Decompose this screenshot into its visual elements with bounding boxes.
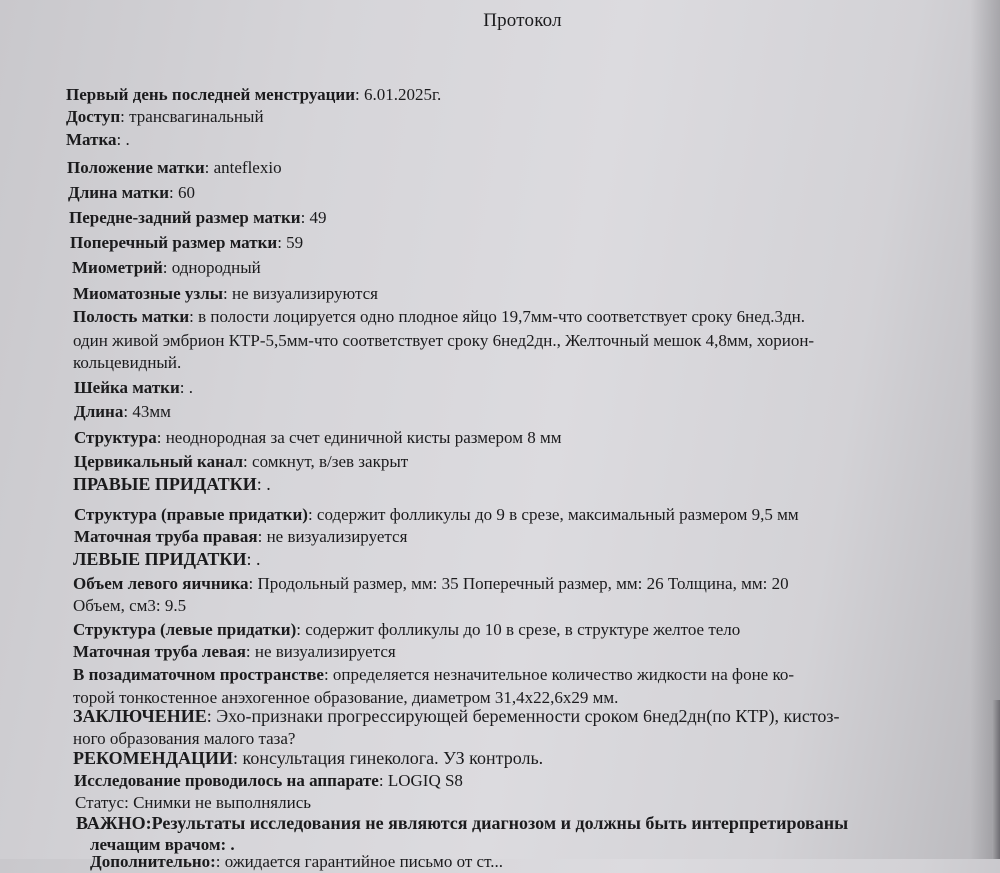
field-value: Снимки не выполнялись: [133, 793, 311, 812]
field-label: Объем левого яичника: [73, 574, 249, 593]
field-access: Доступ: трансвагинальный: [66, 107, 264, 126]
section-left-adnexa: ЛЕВЫЕ ПРИДАТКИ: .: [73, 549, 261, 569]
field-value: консультация гинеколога. УЗ контроль.: [242, 748, 544, 768]
field-value: в полости лоцируется одно плодное яйцо 19,7мм-что соответствует сроку 6нед.3дн.: [198, 307, 805, 326]
field-label: Матка: [66, 130, 117, 149]
field-value: не визуализируется: [266, 527, 408, 546]
field-value: 6.01.2025г.: [363, 85, 442, 104]
field-value: трансвагинальный: [129, 107, 264, 126]
field-additional: Дополнительно:: ожидается гарантийное письмо от ст...: [90, 852, 503, 871]
field-myoma-nodes: Миоматозные узлы: не визуализируются: [73, 284, 378, 303]
field-label: Дополнительно:: [90, 852, 216, 871]
field-value: содержит фолликулы до 10 в срезе, в структуре желтое тело: [305, 620, 741, 639]
field-uterine-cavity-cont-2: кольцевидный.: [73, 353, 182, 372]
field-conclusion: ЗАКЛЮЧЕНИЕ: Эхо-признаки прогрессирующей беременности сроком 6нед2дн(по КТР), кистоз-: [73, 706, 840, 726]
field-label: Передне-задний размер матки: [69, 208, 301, 227]
field-label: Маточная труба правая: [74, 527, 258, 546]
field-right-adnexa-structure: Структура (правые придатки): содержит фолликулы до 9 в срезе, максимальный размером 9,5 мм: [74, 505, 799, 524]
field-uterus-length: Длина матки: 60: [68, 183, 196, 202]
document-title: Протокол: [483, 10, 562, 31]
field-value: 59: [286, 233, 304, 252]
section-heading: ПРАВЫЕ ПРИДАТКИ: [73, 474, 257, 494]
field-label: Шейка матки: [74, 378, 180, 397]
field-label: Длина: [74, 402, 124, 421]
field-value: ожидается гарантийное письмо от ст...: [224, 852, 503, 871]
field-recommendations: РЕКОМЕНДАЦИИ: консультация гинеколога. УЗ контроль.: [73, 748, 544, 768]
field-label: Маточная труба левая: [73, 642, 246, 661]
field-label: Статус: [75, 793, 125, 812]
field-cervix: Шейка матки: .: [74, 378, 193, 397]
field-value: .: [125, 130, 130, 149]
field-value: 49: [309, 208, 327, 227]
field-lmp: Первый день последней менструации: 6.01.2025г.: [66, 85, 442, 104]
field-value: содержит фолликулы до 9 в срезе, максимальный размером 9,5 мм: [316, 505, 799, 524]
field-myometrium: Миометрий: однородный: [72, 258, 261, 277]
field-value: не визуализируется: [254, 642, 396, 661]
field-status: Статус: Снимки не выполнялись: [75, 793, 311, 812]
field-value: 60: [178, 183, 196, 202]
field-left-adnexa-structure: Структура (левые придатки): содержит фолликулы до 10 в срезе, в структуре желтое тело: [73, 620, 741, 639]
field-uterus: Матка: .: [66, 130, 130, 149]
field-left-fallopian-tube: Маточная труба левая: не визуализируется: [73, 642, 396, 661]
field-value: LOGIQ S8: [387, 771, 463, 790]
field-conclusion-cont: ного образования малого таза?: [73, 729, 296, 748]
field-label: Исследование проводилось на аппарате: [74, 771, 379, 790]
field-cervix-length: Длина: 43мм: [74, 402, 171, 421]
field-label: Поперечный размер матки: [70, 233, 278, 252]
field-left-ovary-volume: Объем левого яичника: Продольный размер, мм: 35 Поперечный размер, мм: 26 Толщина, мм: 20: [73, 574, 789, 593]
field-label: Полость матки: [73, 307, 190, 326]
field-value: Эхо-признаки прогрессирующей беременности сроком 6нед2дн(по КТР), кистоз-: [216, 706, 840, 726]
field-label: ВАЖНО: [76, 813, 146, 833]
field-uterus-ap-size: Передне-задний размер матки: 49: [69, 208, 327, 227]
field-uterus-position: Положение матки: anteflexio: [67, 158, 282, 177]
field-label: Структура (левые придатки): [73, 620, 297, 639]
field-value: .: [188, 378, 193, 397]
field-right-fallopian-tube: Маточная труба правая: не визуализируется: [74, 527, 408, 546]
field-retrouterine-space-cont: торой тонкостенное анэхогенное образование, диаметром 31,4х22,6х29 мм.: [73, 688, 619, 707]
field-left-ovary-volume-cont: Объем, см3: 9.5: [73, 596, 187, 615]
field-label: Структура (правые придатки): [74, 505, 308, 524]
section-heading: ЛЕВЫЕ ПРИДАТКИ: [73, 549, 247, 569]
field-label: Миометрий: [72, 258, 163, 277]
field-uterus-transverse-size: Поперечный размер матки: 59: [70, 233, 304, 252]
field-label: Положение матки: [67, 158, 205, 177]
field-value: сомкнут, в/зев закрыт: [252, 452, 409, 471]
field-value: anteflexio: [213, 158, 282, 177]
field-value: не визуализируются: [232, 284, 378, 303]
field-value: 43мм: [132, 402, 171, 421]
field-value: определяется незначительное количество жидкости на фоне ко-: [332, 665, 795, 684]
field-cervical-canal: Цервикальный канал: сомкнут, в/зев закрыт: [74, 452, 409, 471]
field-value: неоднородная за счет единичной кисты размером 8 мм: [165, 428, 562, 447]
field-label: Миоматозные узлы: [73, 284, 224, 303]
field-important-cont: лечащим врачом: .: [90, 835, 235, 854]
field-label: Цервикальный канал: [74, 452, 244, 471]
field-important: ВАЖНО:Результаты исследования не являются диагнозом и должны быть интерпретированы: [76, 813, 849, 833]
field-label: Первый день последней менструации: [66, 85, 355, 104]
field-label: РЕКОМЕНДАЦИИ: [73, 748, 233, 768]
field-cervix-structure: Структура: неоднородная за счет единичной кисты размером 8 мм: [74, 428, 562, 447]
field-retrouterine-space: В позадиматочном пространстве: определяется незначительное количество жидкости на фоне ко-: [73, 665, 795, 684]
field-uterine-cavity: Полость матки: в полости лоцируется одно плодное яйцо 19,7мм-что соответствует сроку 6нед.3дн.: [73, 307, 805, 326]
field-value: Продольный размер, мм: 35 Поперечный размер, мм: 26 Толщина, мм: 20: [257, 574, 789, 593]
field-label: ЗАКЛЮЧЕНИЕ: [73, 706, 207, 726]
field-device: Исследование проводилось на аппарате: LOGIQ S8: [74, 771, 463, 790]
field-label: В позадиматочном пространстве: [73, 665, 324, 684]
field-label: Структура: [74, 428, 157, 447]
field-uterine-cavity-cont-1: один живой эмбрион КТР-5,5мм-что соответствует сроку 6нед2дн., Желточный мешок 4,8мм, хорион-: [73, 331, 815, 350]
field-value: однородный: [171, 258, 261, 277]
field-label: Длина матки: [68, 183, 170, 202]
section-right-adnexa: ПРАВЫЕ ПРИДАТКИ: .: [73, 474, 271, 494]
field-value: Результаты исследования не являются диагнозом и должны быть интерпретированы: [151, 813, 849, 833]
field-label: Доступ: [66, 107, 121, 126]
page-edge: [992, 700, 1000, 859]
